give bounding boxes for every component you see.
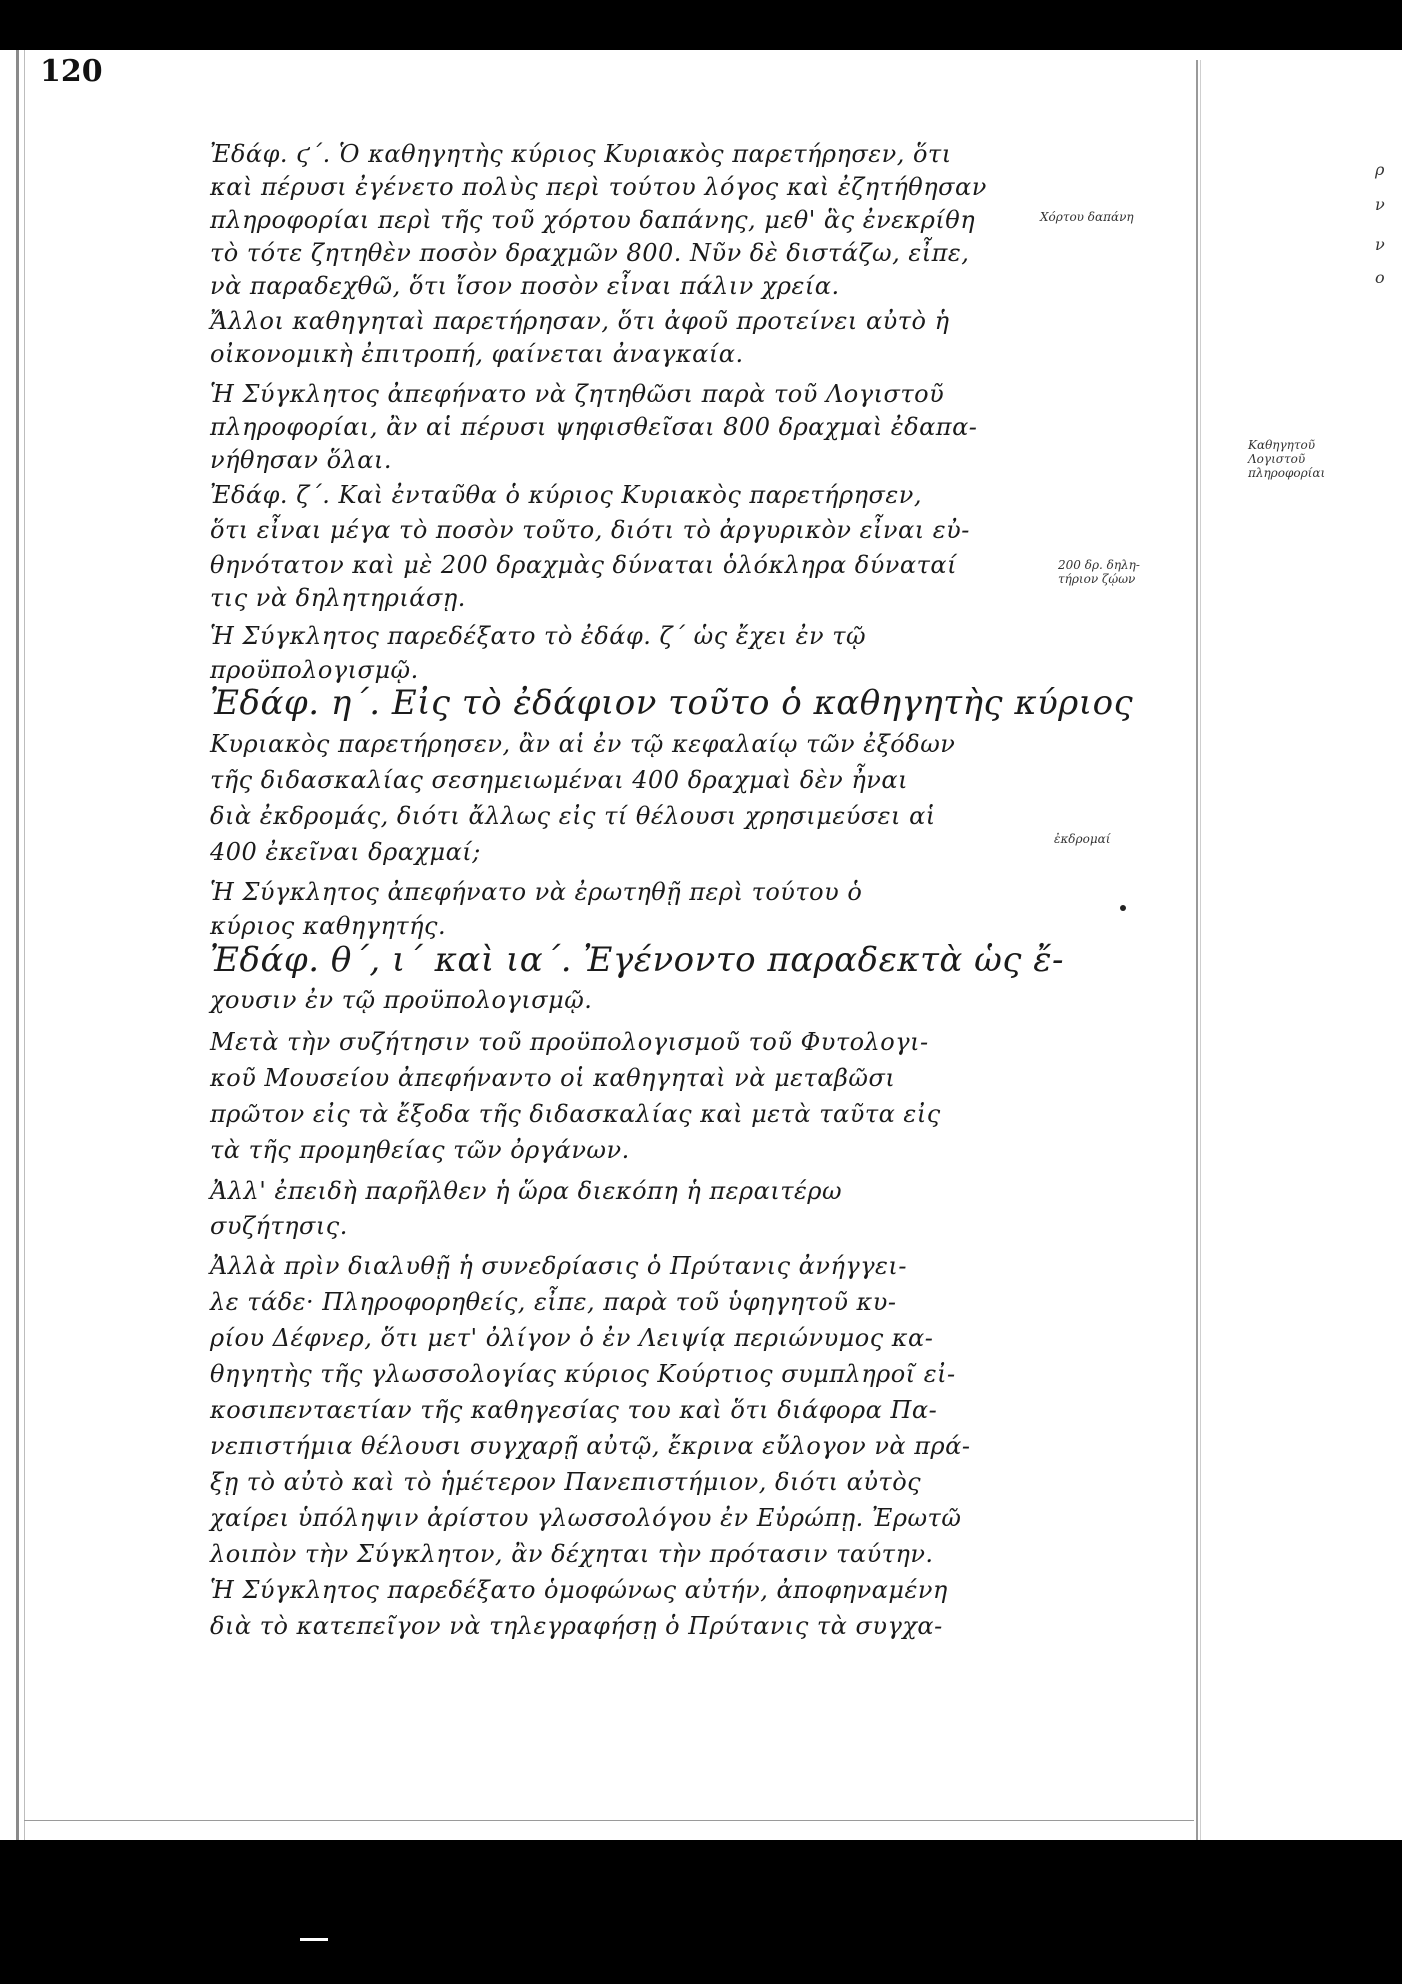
text-line: Ἀλλὰ πρὶν διαλυθῇ ἡ συνεδρίασις ὁ Πρύτανις ἀνήγγει- (210, 1252, 907, 1280)
text-line: πληροφορίαι περὶ τῆς τοῦ χόρτου δαπάνης, μεθ' ἃς ἐνεκρίθη (210, 206, 976, 234)
text-line: τῆς διδασκαλίας σεσημειωμέναι 400 δραχμαὶ δὲν ἦναι (210, 766, 908, 794)
text-line: Ἡ Σύγκλητος παρεδέξατο ὁμοφώνως αὐτήν, ἀποφηναμένη (210, 1576, 948, 1604)
text-line: κοσιπενταετίαν τῆς καθηγεσίας του καὶ ὅτι διάφορα Πα- (210, 1396, 938, 1424)
text-line: διὰ ἐκδρομάς, διότι ἄλλως εἰς τί θέλουσι χρησιμεύσει αἱ (210, 802, 936, 830)
text-line: Ἡ Σύγκλητος ἀπεφήνατο νὰ ἐρωτηθῇ περὶ τούτου ὁ (210, 878, 863, 906)
text-line: Ἐδάφ. θ΄, ι΄ καὶ ια΄. Ἐγένοντο παραδεκτὰ ὡς ἔ- (210, 940, 1064, 980)
edge-letter: ρ (1375, 160, 1385, 179)
margin-note: ἐκδρομαί (1054, 832, 1111, 846)
binding-edge (16, 50, 19, 1840)
text-line: Ἀλλ' ἐπειδὴ παρῆλθεν ἡ ὥρα διεκόπη ἡ περαιτέρω (210, 1177, 843, 1205)
scanner-bottom-border (0, 1840, 1402, 1984)
scanner-top-border (0, 0, 1402, 50)
text-line: οἰκονομικὴ ἐπιτροπή, φαίνεται ἀναγκαία. (210, 340, 744, 368)
text-line: καὶ πέρυσι ἐγένετο πολὺς περὶ τούτου λόγος καὶ ἐζητήθησαν (210, 173, 987, 201)
text-line: Ἡ Σύγκλητος ἀπεφήνατο νὰ ζητηθῶσι παρὰ τοῦ Λογιστοῦ (210, 380, 945, 408)
margin-note: Χόρτου δαπάνη (1040, 210, 1134, 224)
text-line: κοῦ Μουσείου ἀπεφήναντο οἱ καθηγηταὶ νὰ μεταβῶσι (210, 1064, 896, 1092)
text-line: Ἄλλοι καθηγηταὶ παρετήρησαν, ὅτι ἀφοῦ προτείνει αὐτὸ ἡ (210, 307, 950, 335)
text-line: τις νὰ δηλητηριάσῃ. (210, 584, 466, 612)
text-line: προϋπολογισμῷ. (210, 656, 419, 684)
text-line: λοιπὸν τὴν Σύγκλητον, ἂν δέχηται τὴν πρότασιν ταύτην. (210, 1540, 934, 1568)
page-bottom-rule (24, 1820, 1194, 1821)
text-line: Ἐδάφ. η΄. Εἰς τὸ ἐδάφιον τοῦτο ὁ καθηγητὴς κύριος (210, 683, 1134, 723)
page-number: 120 (40, 54, 103, 89)
text-line: χαίρει ὑπόληψιν ἀρίστου γλωσσολόγου ἐν Εὐρώπῃ. Ἐρωτῶ (210, 1504, 962, 1532)
text-line: ξῃ τὸ αὐτὸ καὶ τὸ ἡμέτερον Πανεπιστήμιον, διότι αὐτὸς (210, 1468, 922, 1496)
text-line: νεπιστήμια θέλουσι συγχαρῇ αὐτῷ, ἔκρινα εὔλογον νὰ πρά- (210, 1432, 971, 1460)
text-line: θηνότατον καὶ μὲ 200 δραχμὰς δύναται ὁλόκληρα δύναταί (210, 551, 957, 579)
text-line: πρῶτον εἰς τὰ ἔξοδα τῆς διδασκαλίας καὶ μετὰ ταῦτα εἰς (210, 1100, 941, 1128)
text-line: νὰ παραδεχθῶ, ὅτι ἴσον ποσὸν εἶναι πάλιν χρεία. (210, 272, 840, 300)
text-line: λε τάδε· Πληροφορηθείς, εἶπε, παρὰ τοῦ ὑφηγητοῦ κυ- (210, 1288, 897, 1316)
text-line: θηγητὴς τῆς γλωσσολογίας κύριος Κούρτιος συμπληροῖ εἰ- (210, 1360, 956, 1388)
text-line: πληροφορίαι, ἂν αἱ πέρυσι ψηφισθεῖσαι 800 δραχμαὶ ἐδαπα- (210, 413, 978, 441)
text-line: 400 ἐκεῖναι δραχμαί; (210, 838, 481, 866)
margin-rule-line (1200, 60, 1201, 1840)
margin-note: 200 δρ. δηλη- τήριον ζῴων (1058, 558, 1140, 586)
ink-dot (1120, 905, 1126, 911)
text-line: τὸ τότε ζητηθὲν ποσὸν δραχμῶν 800. Νῦν δὲ διστάζω, εἶπε, (210, 239, 970, 267)
text-line: τὰ τῆς προμηθείας τῶν ὀργάνων. (210, 1136, 630, 1164)
scanner-mark (300, 1938, 328, 1941)
text-line: ὅτι εἶναι μέγα τὸ ποσὸν τοῦτο, διότι τὸ ἀργυρικὸν εἶναι εὐ- (210, 516, 970, 544)
margin-rule (1196, 60, 1198, 1840)
text-line: νήθησαν ὅλαι. (210, 446, 393, 474)
edge-letter: ν (1375, 235, 1385, 254)
text-line: ρίου Δέφνερ, ὅτι μετ' ὀλίγον ὁ ἐν Λειψίᾳ περιώνυμος κα- (210, 1324, 934, 1352)
edge-letter: ν (1375, 195, 1385, 214)
text-line: Κυριακὸς παρετήρησεν, ἂν αἱ ἐν τῷ κεφαλαίῳ τῶν ἐξόδων (210, 730, 956, 758)
margin-note: Καθηγητοῦ Λογιστοῦ πληροφορίαι (1248, 438, 1326, 480)
text-line: Μετὰ τὴν συζήτησιν τοῦ προϋπολογισμοῦ τοῦ Φυτολογι- (210, 1028, 929, 1056)
text-line: διὰ τὸ κατεπεῖγον νὰ τηλεγραφήσῃ ὁ Πρύτανις τὰ συγχα- (210, 1612, 943, 1640)
text-line: συζήτησις. (210, 1212, 348, 1240)
text-line: Ἡ Σύγκλητος παρεδέξατο τὸ ἐδάφ. ζ΄ ὡς ἔχει ἐν τῷ (210, 622, 867, 650)
text-line: Ἐδάφ. ϛ΄. Ὁ καθηγητὴς κύριος Κυριακὸς παρετήρησεν, ὅτι (210, 140, 952, 168)
text-line: κύριος καθηγητής. (210, 912, 447, 940)
binding-edge-line (24, 50, 25, 1840)
text-line: χουσιν ἐν τῷ προϋπολογισμῷ. (210, 986, 593, 1014)
edge-letter: ο (1375, 268, 1385, 287)
text-line: Ἐδάφ. ζ΄. Καὶ ἐνταῦθα ὁ κύριος Κυριακὸς παρετήρησεν, (210, 481, 923, 509)
